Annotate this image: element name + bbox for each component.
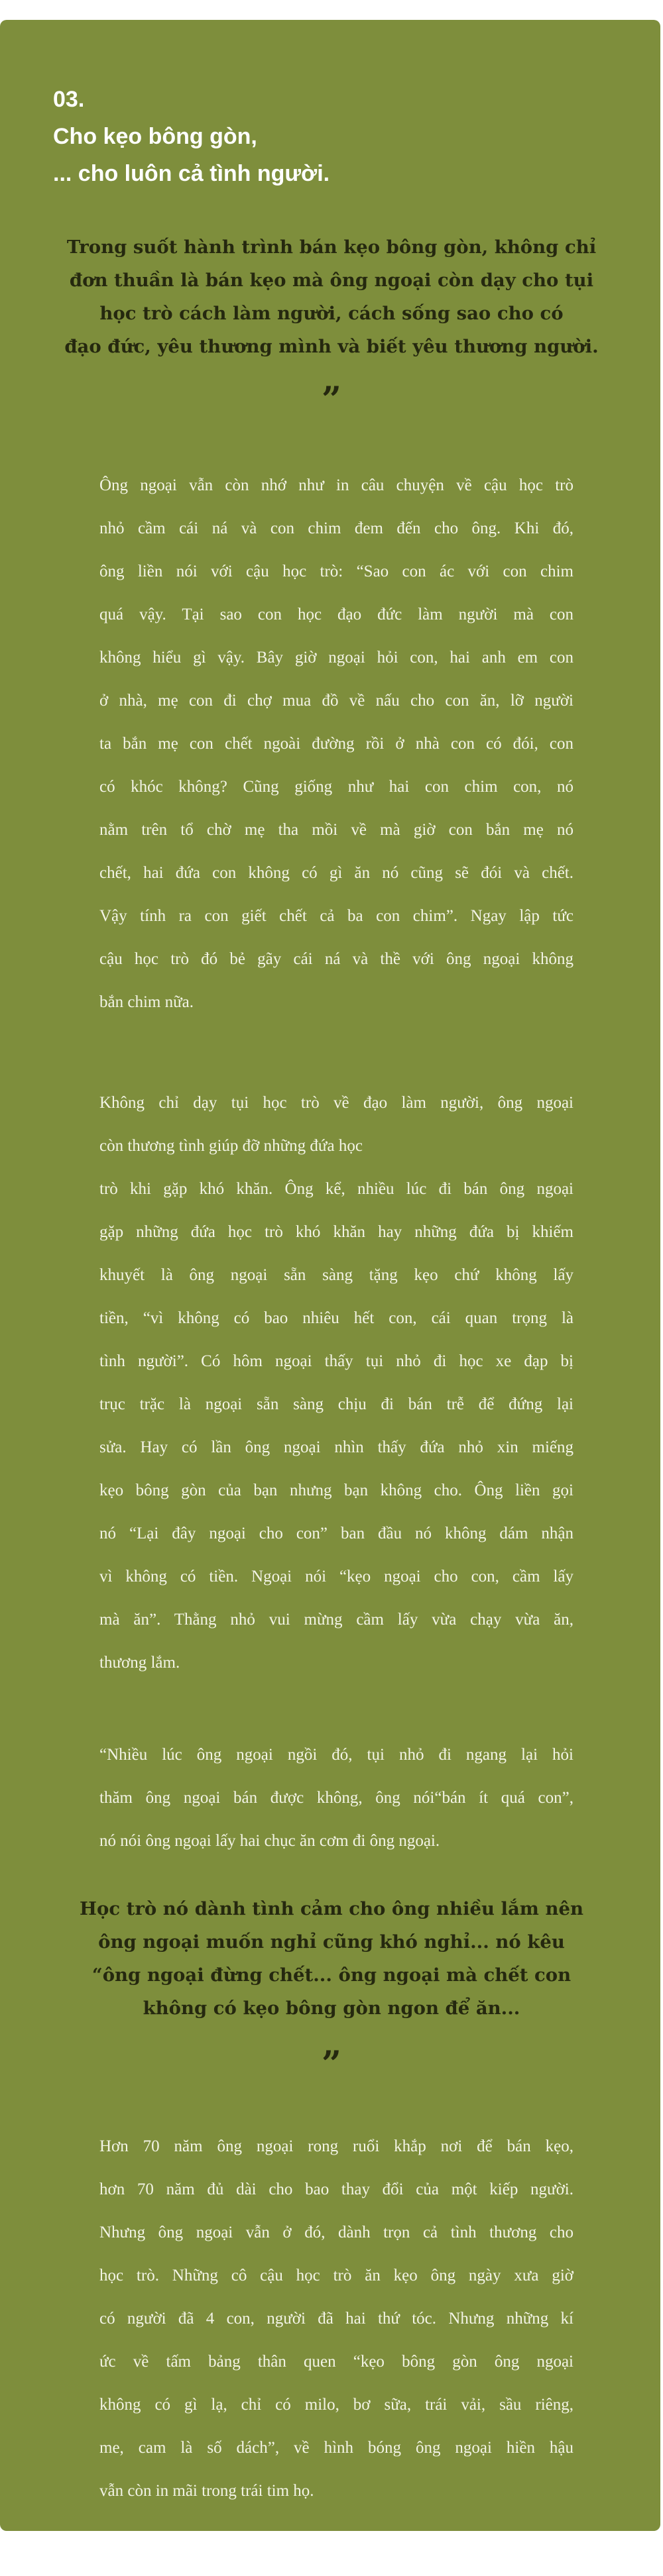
paragraph-3 bbox=[99, 1733, 573, 1862]
paragraph-line: nó nói ông ngoại lấy hai chục ăn cơm đi ông ngoại. bbox=[99, 1832, 440, 1850]
paragraph-line: gặp những đứa học trò khó khăn hay những đứa bị khiếm bbox=[99, 1223, 573, 1241]
paragraph-line: tiền, “vì không có bao nhiêu hết con, cái quan trọng là bbox=[99, 1309, 573, 1327]
paragraph-line: còn thương tình giúp đỡ những đứa học bbox=[99, 1137, 363, 1155]
paragraph-line: ức về tấm bảng thân quen “kẹo bông gòn ông ngoại bbox=[99, 2353, 573, 2371]
paragraph-line: có khóc không? Cũng giống như hai con chim con, nó bbox=[99, 778, 573, 796]
paragraph-line: sửa. Hay có lần ông ngoại nhìn thấy đứa nhỏ xin miếng bbox=[99, 1438, 573, 1456]
pull-quote-line: không có kẹo bông gòn ngon để ăn... bbox=[143, 1998, 520, 2019]
paragraph-line: trục trặc là ngoại sẵn sàng chịu đi bán trễ để đứng lại bbox=[99, 1395, 573, 1413]
paragraph-line: trò khi gặp khó khăn. Ông kể, nhiều lúc đi bán ông ngoại bbox=[99, 1180, 573, 1198]
paragraph-line: ta bắn mẹ con chết ngoài đường rồi ở nhà con có đói, con bbox=[99, 735, 573, 753]
pull-quote-line: đạo đức, yêu thương mình và biết yêu thương người. bbox=[64, 336, 599, 357]
pull-quote-2 bbox=[40, 1892, 623, 2025]
paragraph-4 bbox=[99, 2125, 573, 2512]
paragraph-line: Hơn 70 năm ông ngoại rong ruổi khắp nơi để bán kẹo, bbox=[99, 2137, 573, 2155]
article-panel bbox=[0, 20, 660, 2531]
paragraph-line: vẫn còn in mãi trong trái tim họ. bbox=[99, 2482, 314, 2500]
paragraph-line: chết, hai đứa con không có gì ăn nó cũng sẽ đói và chết. bbox=[99, 864, 573, 882]
paragraph-line: nằm trên tổ chờ mẹ tha mồi về mà giờ con bắn mẹ nó bbox=[99, 821, 573, 839]
paragraph-line: “Nhiều lúc ông ngoại ngồi đó, tụi nhỏ đi ngang lại hỏi bbox=[99, 1746, 573, 1764]
paragraph-line: Không chỉ dạy tụi học trò về đạo làm người, ông ngoại bbox=[99, 1094, 573, 1112]
paragraph-line: nó “Lại đây ngoại cho con” ban đầu nó không dám nhận bbox=[99, 1525, 573, 1542]
paragraph-line: thương lắm. bbox=[99, 1654, 180, 1672]
paragraph-line: bắn chim nữa. bbox=[99, 993, 194, 1011]
paragraph-line: không có gì lạ, chỉ có milo, bơ sữa, trái vải, sầu riêng, bbox=[99, 2396, 573, 2414]
paragraph-line: mà ăn”. Thằng nhỏ vui mừng cầm lấy vừa chạy vừa ăn, bbox=[99, 1611, 573, 1629]
section-number: 03. bbox=[53, 87, 85, 112]
paragraph-line: cậu học trò đó bẻ gãy cái ná và thề với ông ngoại không bbox=[99, 950, 573, 968]
quote-mark-icon: ” bbox=[322, 380, 341, 420]
paragraph-line: tình người”. Có hôm ngoại thấy tụi nhỏ đi học xe đạp bị bbox=[99, 1352, 573, 1370]
section-title-line-1: Cho kẹo bông gòn, bbox=[53, 124, 257, 149]
paragraph-2 bbox=[99, 1081, 573, 1684]
paragraph-line: không hiểu gì vậy. Bây giờ ngoại hỏi con, hai anh em con bbox=[99, 649, 573, 667]
pull-quote-line: học trò cách làm người, cách sống sao cho có bbox=[99, 303, 564, 324]
paragraph-line: Nhưng ông ngoại vẫn ở đó, dành trọn cả tình thương cho bbox=[99, 2224, 573, 2241]
paragraph-1 bbox=[99, 464, 573, 1024]
paragraph-line: ở nhà, mẹ con đi chợ mua đồ về nấu cho con ăn, lỡ người bbox=[99, 692, 573, 710]
section-title-line-2: ... cho luôn cả tình người. bbox=[53, 161, 330, 186]
paragraph-line: me, cam là số dách”, về hình bóng ông ngoại hiền hậu bbox=[99, 2439, 573, 2457]
paragraph-line: kẹo bông gòn của bạn nhưng bạn không cho. Ông liền gọi bbox=[99, 1481, 573, 1499]
pull-quote-line: ông ngoại muốn nghỉ cũng khó nghỉ... nó kêu bbox=[98, 1931, 565, 1953]
paragraph-line: hơn 70 năm đủ dài cho bao thay đổi của một kiếp người. bbox=[99, 2180, 573, 2198]
paragraph-line: nhỏ cầm cái ná và con chim đem đến cho ông. Khi đó, bbox=[99, 519, 573, 537]
pull-quote-line: Học trò nó dành tình cảm cho ông nhiều lắm nên bbox=[80, 1898, 583, 1919]
pull-quote-line: đơn thuần là bán kẹo mà ông ngoại còn dạy cho tụi bbox=[69, 270, 594, 291]
pull-quote-line: “ông ngoại đừng chết... ông ngoại mà chết con bbox=[91, 1964, 572, 1986]
paragraph-line: học trò. Những cô cậu học trò ăn kẹo ông ngày xưa giờ bbox=[99, 2267, 573, 2284]
paragraph-line: quá vậy. Tại sao con học đạo đức làm người mà con bbox=[99, 606, 573, 623]
paragraph-line: Vậy tính ra con giết chết cả ba con chim”. Ngay lập tức bbox=[99, 907, 573, 925]
paragraph-line: Ông ngoại vẫn còn nhớ như in câu chuyện về cậu học trò bbox=[99, 476, 573, 494]
pull-quote-line: Trong suốt hành trình bán kẹo bông gòn, không chỉ bbox=[66, 237, 597, 258]
paragraph-line: vì không có tiền. Ngoại nói “kẹo ngoại cho con, cầm lấy bbox=[99, 1568, 573, 1585]
pull-quote-1 bbox=[40, 231, 623, 363]
paragraph-line: có người đã 4 con, người đã hai thứ tóc. Nhưng những kí bbox=[99, 2310, 573, 2328]
section-heading bbox=[53, 81, 557, 192]
quote-mark-icon: ” bbox=[322, 2044, 341, 2084]
paragraph-line: ông liền nói với cậu học trò: “Sao con ác với con chim bbox=[99, 563, 573, 580]
paragraph-line: khuyết là ông ngoại sẵn sàng tặng kẹo chứ không lấy bbox=[99, 1266, 573, 1284]
paragraph-line: thăm ông ngoại bán được không, ông nói“bán ít quá con”, bbox=[99, 1789, 573, 1807]
